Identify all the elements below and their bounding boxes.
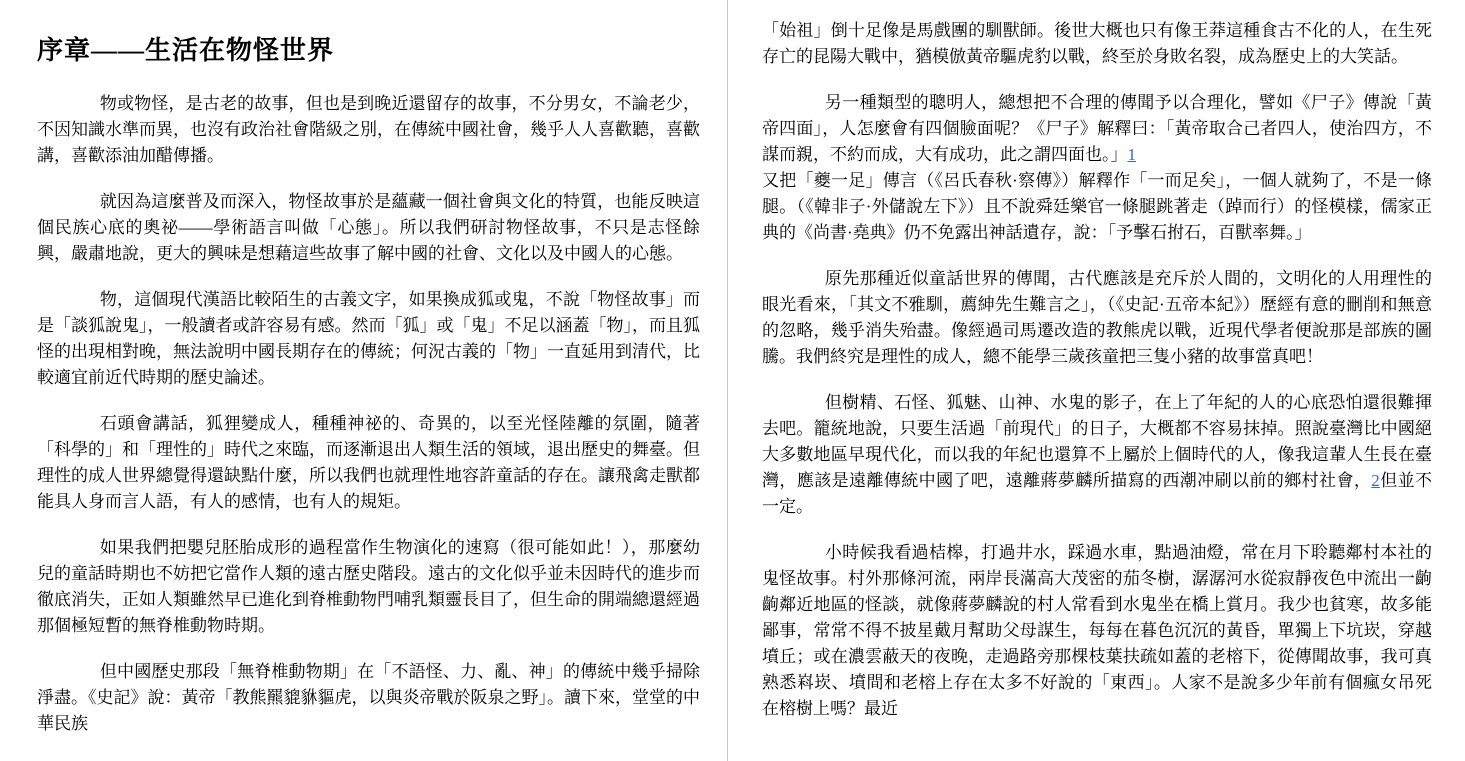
footnote-link-1[interactable]: 1 — [1127, 145, 1136, 164]
paragraph: 但樹精、石怪、狐魅、山神、水鬼的影子，在上了年紀的人的心底恐怕還很難揮去吧。籠統地說，只要生活過「前現代」的日子，大概都不容易抹掉。照說臺灣比中國絕大多數地區早現代化，而以我的年紀也還算不上屬於上個時代的人，像我這輩人生長在臺灣，應該是遠離傳統中國了吧，遠離蔣夢麟所描寫的西潮冲刷以前的鄉村社會，2但並不一定。 — [762, 393, 1433, 516]
page-right — [728, 0, 1465, 761]
paragraph: 如果我們把嬰兒胚胎成形的過程當作生物演化的速寫（很可能如此！），那麼幼兒的童話時期也不妨把它當作人類的遠古歷史階段。遠古的文化似乎並未因時代的進步而徹底消失，正如人類雖然早已進化到脊椎動物門哺乳類靈長目了，但生命的開端總還經過那個極短暫的無脊椎動物時期。 — [37, 538, 700, 635]
paragraph: 「始祖」倒十足像是馬戲團的馴獸師。後世大概也只有像王莽這種食古不化的人，在生死存亡的昆陽大戰中，猶模倣黃帝驅虎豹以戰，終至於身敗名裂，成為歷史上的大笑話。 — [762, 21, 1432, 66]
paragraph: 就因為這麼普及而深入，物怪故事於是蘊藏一個社會與文化的特質，也能反映這個民族心底的奧祕——學術語言叫做「心態」。所以我們研討物怪故事，不只是志怪餘興，嚴肅地說，更大的興味是想藉這些故事了解中國的社會、文化以及中國人的心態。 — [37, 192, 700, 263]
paragraph: 原先那種近似童話世界的傳聞，古代應該是充斥於人間的，文明化的人用理性的眼光看來，「其文不雅馴，薦紳先生難言之」，（《史記·五帝本紀》）歷經有意的刪削和無意的忽略，幾乎消失殆盡。像經過司馬遷改造的教熊虎以戰，近現代學者便說那是部族的圖騰。我們終究是理性的成人，總不能學三歲孩童把三隻小豬的故事當真吧！ — [762, 269, 1432, 366]
paragraph: 石頭會講話，狐狸變成人，種種神祕的、奇異的，以至光怪陸離的氛圍，隨著「科學的」和「理性的」時代之來臨，而逐漸退出人類生活的領域，退出歷史的舞臺。但理性的成人世界總覺得還缺點什麼，所以我們也就理性地容許童話的存在。讓飛禽走獸都能具人身而言人語，有人的感情，也有人的規矩。 — [37, 414, 700, 511]
page-left-paragraphs — [37, 91, 700, 737]
paragraph: 另一種類型的聰明人，總想把不合理的傳聞予以合理化，譬如《尸子》傳說「黃帝四面」，人怎麼會有四個臉面呢？《尸子》解釋曰：「黃帝取合己者四人，使治四方，不謀而親，不約而成，大有成功，此之謂四面也。」1 又把「夔一足」傳言（《呂氏春秋·察傳》）解釋作「一而足矣」，一個人就夠了，不是一條腿。（《韓非子·外儲說左下》）且不說舜廷樂官一條腿跳著走（踔而行）的怪模樣，儒家正典的《尚書·堯典》仍不免露出神話遺存，說：「予擊石拊石，百獸率舞。」 — [762, 93, 1432, 242]
footnote-link-2[interactable]: 2 — [1371, 471, 1380, 490]
paragraph: 物或物怪，是古老的故事，但也是到晚近還留存的故事，不分男女，不論老少，不因知識水準而異，也沒有政治社會階級之別，在傳統中國社會，幾乎人人喜歡聽，喜歡講，喜歡添油加醋傳播。 — [37, 94, 700, 165]
paragraph: 但中國歷史那段「無脊椎動物期」在「不語怪、力、亂、神」的傳統中幾乎掃除淨盡。《史記》說：黃帝「教熊羆貔貅貙虎，以與炎帝戰於阪泉之野」。讀下來，堂堂的中華民族 — [37, 662, 700, 733]
paragraph: 小時候我看過桔槔，打過井水，踩過水車，點過油燈，常在月下聆聽鄰村本社的鬼怪故事。村外那條河流，兩岸長滿高大茂密的茄冬樹，潺潺河水從寂靜夜色中流出一齣齣鄰近地區的怪談，就像蔣夢麟說的村人常看到水鬼坐在橋上賞月。我少也貧寒，故多能鄙事，常常不得不披星戴月幫助父母謀生，每每在暮色沉沉的黃昏，單獨上下坑崁，穿越墳丘；或在濃雲蔽天的夜晚，走過路旁那棵枝葉扶疏如蓋的老榕下，從傳聞故事，我可真熟悉嵙崁、墳間和老榕上存在太多不好說的「東西」。人家不是說多少年前有個瘋女吊死在榕樹上嗎？最近 — [762, 543, 1432, 718]
chapter-title: 序章——生活在物怪世界 — [37, 36, 335, 65]
page-right-paragraphs — [762, 18, 1432, 722]
paragraph: 物，這個現代漢語比較陌生的古義文字，如果換成狐或鬼，不說「物怪故事」而是「談狐說鬼」，一般讀者或許容易有感。然而「狐」或「鬼」不足以涵蓋「物」，而且狐怪的出現相對晚，無法說明中國長期存在的傳統；何況古義的「物」一直延用到清代，比較適宜前近代時期的歷史論述。 — [37, 290, 700, 387]
page-left — [0, 0, 727, 761]
